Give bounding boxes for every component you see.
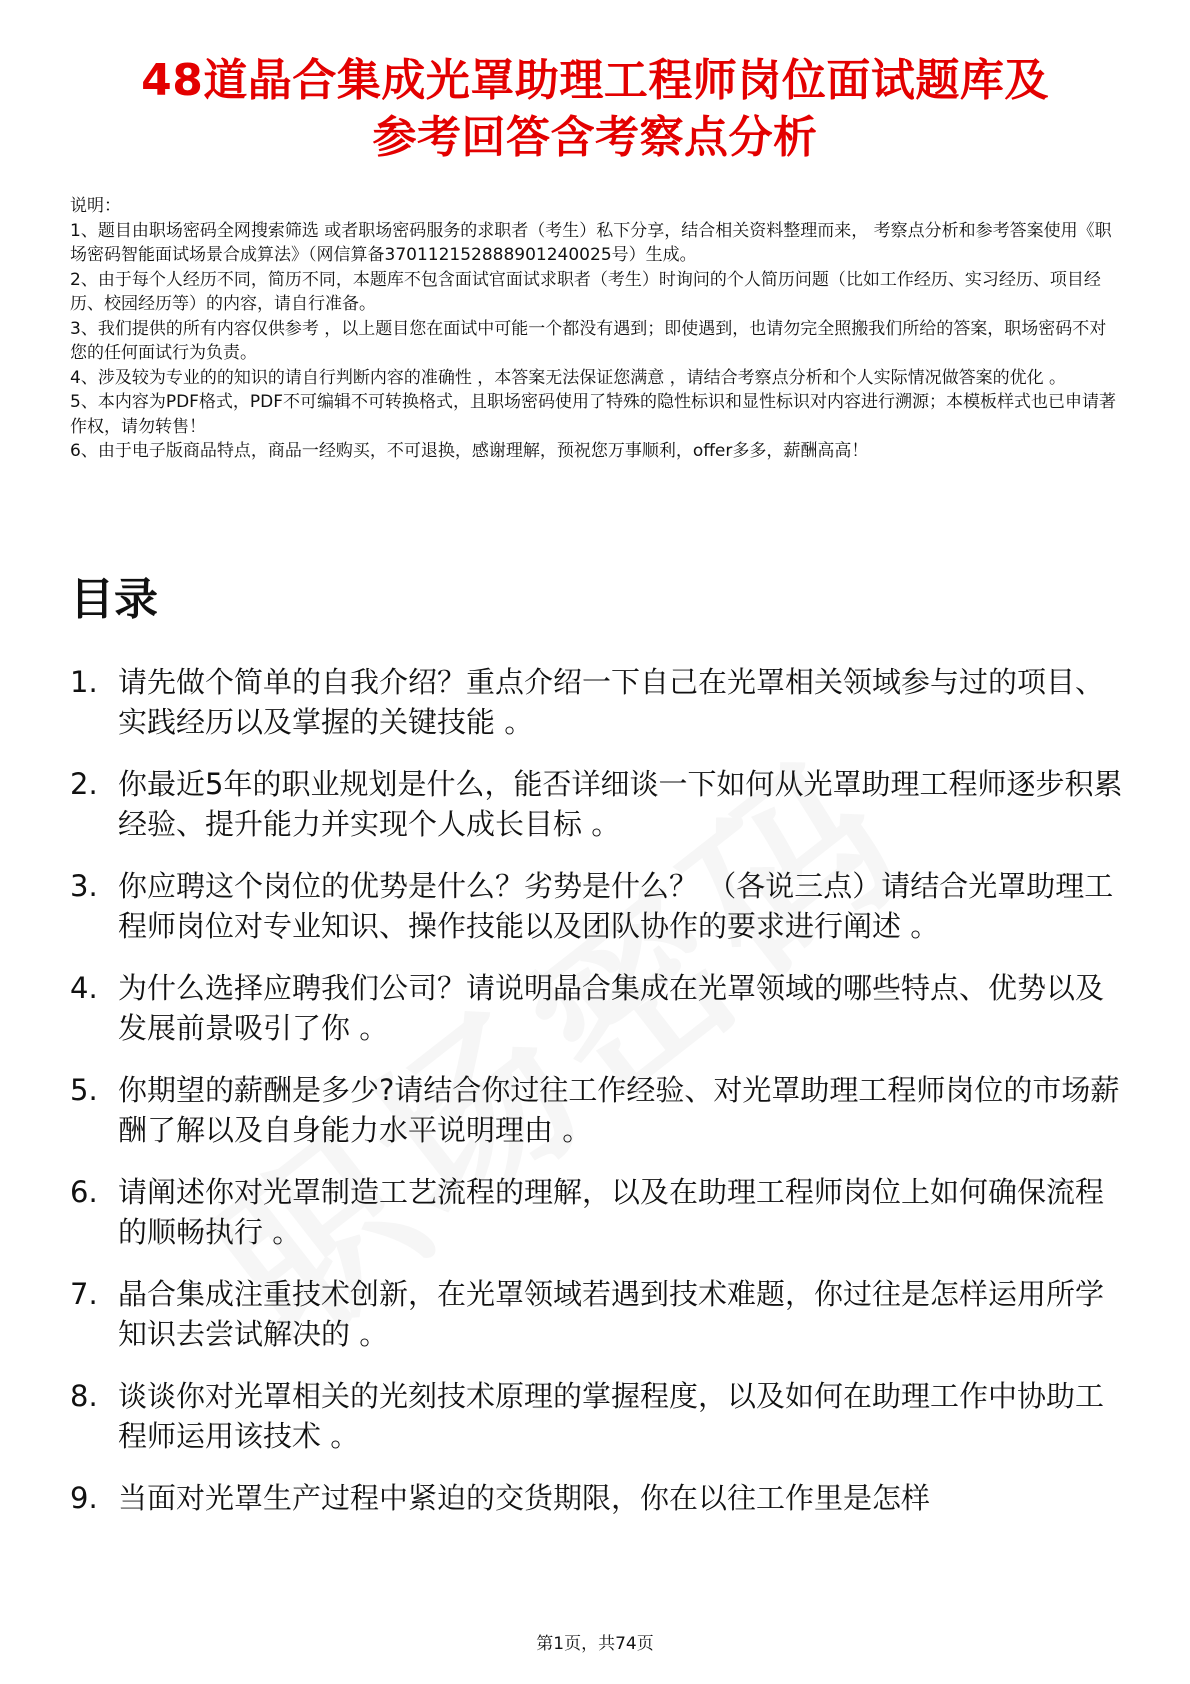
- note-item: 2、由于每个人经历不同，简历不同，本题库不包含面试官面试求职者（考生）时询问的个人简历问题（比如工作经历、实习经历、项目经历、校园经历等）的内容，请自行准备。: [70, 269, 1101, 314]
- toc-item-number: 4.: [70, 971, 98, 1005]
- toc-item[interactable]: [70, 866, 1125, 946]
- toc-item-number: 9.: [70, 1481, 98, 1515]
- toc-item-number: 7.: [70, 1277, 98, 1311]
- toc-item-text: 谈谈你对光罩相关的光刻技术原理的掌握程度，以及如何在助理工作中协助工程师运用该技术 。: [118, 1379, 1105, 1453]
- toc-item-text: 你期望的薪酬是多少?请结合你过往工作经验、对光罩助理工程师岗位的市场薪酬了解以及自身能力水平说明理由 。: [118, 1073, 1120, 1147]
- note-item: 1、题目由职场密码全网搜索筛选 或者职场密码服务的求职者（考生）私下分享，结合相关资料整理而来， 考察点分析和参考答案使用《职场密码智能面试场景合成算法》（网信算备370112152888901240025号）生成。: [70, 220, 1112, 265]
- toc-item-number: 1.: [70, 665, 98, 699]
- toc-item[interactable]: [70, 968, 1125, 1048]
- note-item: 5、本内容为PDF格式，PDF不可编辑不可转换格式，且职场密码使用了特殊的隐性标识和显性标识对内容进行溯源；本模板样式也已申请著作权，请勿转售！: [70, 392, 1117, 437]
- toc-item-number: 2.: [70, 767, 98, 801]
- toc-item-text: 请先做个简单的自我介绍？重点介绍一下自己在光罩相关领域参与过的项目、实践经历以及掌握的关键技能 。: [118, 665, 1105, 739]
- toc-item-text: 晶合集成注重技术创新，在光罩领域若遇到技术难题，你过往是怎样运用所学知识去尝试解决的 。: [118, 1277, 1105, 1351]
- toc-item-text: 当面对光罩生产过程中紧迫的交货期限，你在以往工作里是怎样: [118, 1481, 931, 1515]
- toc-heading: 目录: [70, 574, 158, 625]
- toc-item-number: 6.: [70, 1175, 98, 1209]
- toc-item-text: 你应聘这个岗位的优势是什么？劣势是什么？ （各说三点）请结合光罩助理工程师岗位对专业知识、操作技能以及团队协作的要求进行阐述 。: [118, 869, 1114, 943]
- note-item: 4、涉及较为专业的的知识的请自行判断内容的准确性 ，本答案无法保证您满意 ，请结合考察点分析和个人实际情况做答案的优化 。: [70, 367, 1067, 388]
- toc-item-text: 你最近5年的职业规划是什么，能否详细谈一下如何从光罩助理工程师逐步积累经验、提升能力并实现个人成长目标 。: [118, 767, 1123, 841]
- note-item: 3、我们提供的所有内容仅供参考 ，以上题目您在面试中可能一个都没有遇到；即使遇到，也请勿完全照搬我们所给的答案，职场密码不对您的任何面试行为负责。: [70, 318, 1107, 363]
- toc-item-text: 请阐述你对光罩制造工艺流程的理解，以及在助理工程师岗位上如何确保流程的顺畅执行 。: [118, 1175, 1105, 1249]
- toc-item[interactable]: [70, 764, 1125, 844]
- toc-item-number: 5.: [70, 1073, 98, 1107]
- title-line-2: 参考回答含考察点分析: [372, 112, 818, 163]
- document-title: [60, 52, 1130, 166]
- toc-item[interactable]: [70, 1070, 1125, 1150]
- toc-item[interactable]: [70, 1274, 1125, 1354]
- toc-item-number: 8.: [70, 1379, 98, 1413]
- title-line-1: 48道晶合集成光罩助理工程师岗位面试题库及: [141, 55, 1049, 106]
- note-item: 6、由于电子版商品特点，商品一经购买，不可退换，感谢理解，预祝您万事顺利，offer多多，薪酬高高！: [70, 441, 869, 461]
- toc-item[interactable]: [70, 662, 1125, 742]
- toc-list: [70, 662, 1125, 1540]
- toc-item[interactable]: [70, 1376, 1125, 1456]
- toc-item[interactable]: [70, 1478, 1125, 1518]
- toc-item[interactable]: [70, 1172, 1125, 1252]
- notes-section: [70, 194, 1120, 464]
- notes-heading: 说明：: [70, 196, 121, 216]
- toc-item-number: 3.: [70, 869, 98, 903]
- page-footer: 第1页，共74页: [536, 1634, 654, 1654]
- toc-item-text: 为什么选择应聘我们公司？请说明晶合集成在光罩领域的哪些特点、优势以及发展前景吸引了你 。: [118, 971, 1105, 1045]
